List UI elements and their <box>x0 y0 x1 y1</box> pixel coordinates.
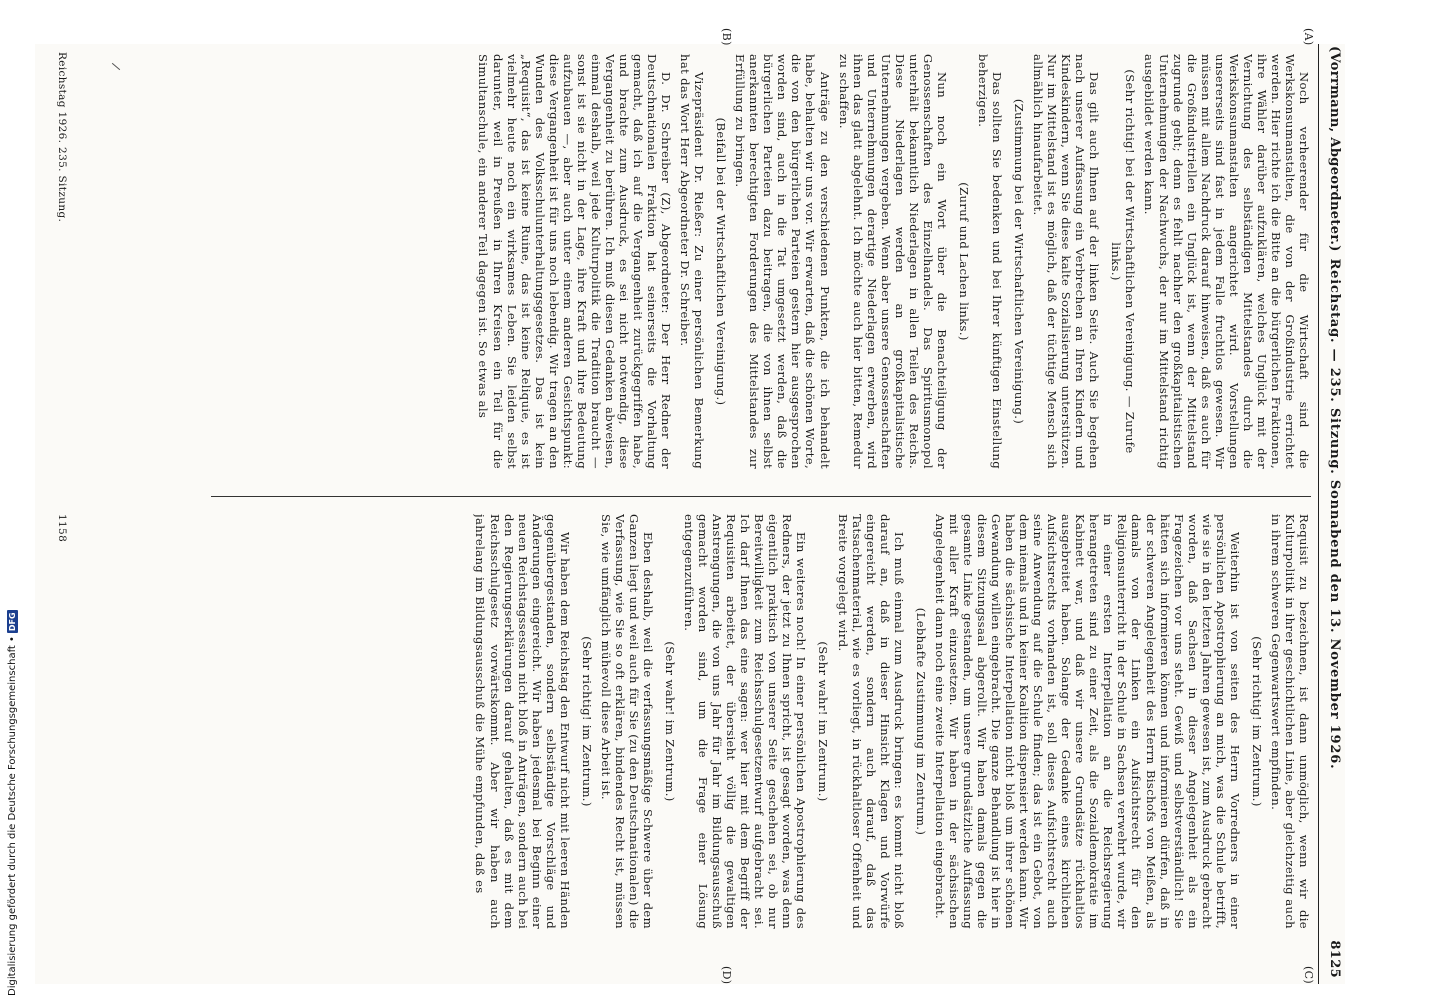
dfg-notice-text: Digitalisierung gefördert durch die Deutsche Forschungsgemeinschaft • <box>6 636 18 996</box>
interjection: (Zuruf und Lachen links.) <box>956 182 971 341</box>
paragraph: Anträge zu den verschiedenen Punkten, die ich behandelt habe, behalten wir uns vor. Wir erwarten, daß die schönen Worte, die von den bürgerlichen Parteien gestern hier ausgesprochen worden sind, auch in die Tat umgesetzt werden, daß die bürgerlichen Parteien dazu beitragen, die von ihnen selbst anerkannten berechtigten Forderungen des Mittelstandes zur Erfüllung zu bringen. <box>733 54 832 469</box>
paragraph: Requisit zu bezeichnen, ist dann unmöglich, wenn wir die Kulturpolitik in ihrer geschichtlichen Linie, aber gleichzeitig auch in ihrem schweren Gegenwartswert empfinden. <box>1268 514 1311 929</box>
left-column <box>81 54 1311 469</box>
dfg-notice <box>5 606 19 996</box>
newspaper-page <box>35 28 1345 985</box>
page-number: 8125 <box>1327 940 1342 978</box>
paragraph: Wir haben dem Reichstag den Entwurf nicht mit leeren Händen gegenübergestanden, sondern selbständige Vorschläge und Änderungen eingereicht. Wir haben jedesmal bei Beginn einer neuen Reichstagssession nicht bloß in Anträgen, sondern auch bei den Regierungserklärungen darauf gehalten, daß es mit dem Reichsschulgesetz vorwärtskommt. Aber wir haben auch jahrelang im Bildungsausschuß die Mühe empfunden, daß es <box>473 514 572 929</box>
paragraph: Noch verheerender für die Wirtschaft sind die Werkskonsumanstalten, die von der Großindustrie errichtet werden. Hier richte ich die Bitte an die bürgerlichen Fraktionen, ihre Wähler darüber aufzuklären, welches Unglück mit der Vernichtung des selbständigen Mittelstandes durch die Werkskonsumanstalten angerichtet wird. Vorstellungen unsererseits sind fast in jedem Falle fruchtlos gewesen. Wir müssen mit allem Nachdruck darauf hinweisen, daß es auch für die Großindustriellen ein Unglück ist, wenn der Mittelstand zugrunde geht; denn es fehlt nachher den großkapitalistischen Unternehmungen der Nachwuchs, der nur im Mittelstand richtig ausgebildet werden kann. <box>1142 54 1311 469</box>
interjection: (Lebhafte Zustimmung im Zentrum.) <box>913 607 928 836</box>
column-divider <box>211 496 1311 497</box>
paragraph: Ein weiteres noch! In einer persönlichen Apostrophierung des Redners, der jetzt zu Ihnen spricht, ist gesagt worden, was denn eigentlich praktisch von unserer Seite geschehen sei, ob nur Bereitwilligkeit zum Reichsschulgesetzentwurf aufgebracht sei. Ich darf Ihnen das eine sagen: wer hier mit dem Begriff der Requisiten arbeitet, der übersieht völlig die gewaltigen Anstrengungen, die von uns Jahr für Jahr im Bildungsausschuß gemacht worden sind, um die Frage einer Lösung entgegenzuführen. <box>682 514 809 929</box>
paragraph: Ich muß einmal zum Ausdruck bringen: es kommt nicht bloß darauf an, daß in dieser Hinsicht Klagen und Vorwürfe eingereicht werden, sondern auch darauf, daß das Tatsachenmaterial, wie es vorliegt, in rückhaltloser Offenheit und Breite vorgelegt wird. <box>835 514 906 929</box>
paragraph: D. Dr. Schreiber (Z), Abgeordneter: Der Herr Redner der Deutschnationalen Fraktion hat seinerseits die Vorhaltung gemacht, daß ich auf die Vergangenheit zurückgegriffen habe, und brachte zum Ausdruck, es sei nicht notwendig, diese Vergangenheit zu berühren. Ich muß diesen Gedanken abweisen, einmal deshalb, weil jede Kulturpolitik die Tradition braucht — sonst ist sie nicht in der Lage, ihre Kraft und ihre Bedeutung aufzubauen —, aber auch unter einem anderen Gesichtspunkt: diese Vergangenheit ist für uns noch lebendig. Wir tragen an den Wunden des Volksschulunterhaltungsgesetzes. Das ist kein „Requisit“, das ist keine Ruine, das ist keine Reliquie, es ist vielmehr heute noch ein wirksames Leben. Sie leiden selbst darunter, weil in Preußen in Ihren Kreisen ein Teil für die Simultanschule, ein anderer Teil dagegen ist. So etwas als <box>476 54 674 469</box>
interjection: (Sehr wahr! im Zentrum.) <box>816 641 831 802</box>
paragraph: Das gilt auch Ihnen auf der linken Seite. Auch Sie begehen nach unserer Auffassung ein Verbrechen an Ihren Kindern und Kindeskindern, wenn Sie diese kalte Sozialisierung unterstützen. Nur im Mittelstand ist es möglich, daß der tüchtige Mensch sich allmählich hinaufarbeitet. <box>1031 54 1102 469</box>
margin-marker-c: (C) <box>1302 966 1315 985</box>
paragraph: Nun noch ein Wort über die Benachteiligung der Genossenschaften des Einzelhandels. Das Spiritusmonopol unterhält bekanntlich Niederlagen in allen Teilen des Reichs. Diese Niederlagen werden an großkapitalistische Unternehmungen vergeben. Wenn aber unsere Genossenschaften und Unternehmungen derartige Niederlagen erwerben, wird ihnen das glatt abgelehnt. Ich möchte auch hier bitten, Remedur zu schaffen. <box>836 54 949 469</box>
header-speaker: (Vorrmann, Abgeordneter.) <box>1327 46 1342 252</box>
interjection: (Sehr richtig! bei der Wirtschaftlichen Vereinigung. — Zurufe links.) <box>1109 69 1138 454</box>
footer-page-id: 1158 <box>56 514 68 543</box>
interjection: (Sehr richtig! im Zentrum.) <box>579 636 594 807</box>
interjection: (Zustimmung bei der Wirtschaftlichen Vereinigung.) <box>1012 98 1027 425</box>
margin-marker-b: (B) <box>720 28 733 46</box>
page-header <box>1318 44 1345 984</box>
paragraph: Vizepräsident Dr. Rießer: Zu einer persönlichen Bemerkung hat das Wort Herr Abgeordneter Dr. Schreiber. <box>678 54 707 469</box>
paragraph: Weiterhin ist von seiten des Herrn Vorredners in einer persönlichen Apostrophierung an mich, was die Schule betrifft, wie sie in den letzten Jahren gewesen ist, zum Ausdruck gebracht worden, daß Sachsen in dieser Angelegenheit als ein Fragezeichen vor uns steht. Gewiß und selbstverständlich! Sie hätten sich informieren können und informieren dürfen, daß in der schweren Angelegenheit des Herrn Bischofs von Meißen, als damals von der Linken ein Aufsichtsrecht für den Religionsunterricht in der Schule in Sachsen verwehrt wurde, wir in einer ersten Interpellation an die Reichsregierung herangetreten sind zu einer Zeit, als die Sozialdemokratie im Kabinett war, und daß wir unsere Grundsätze rückhaltlos ausgebreitet haben. Solange der Gedanke eines kirchlichen Aufsichtsrechts vorhanden ist, soll dieses Aufsichtsrecht auch seine Anwendung auf die Schule finden; das ist ein Gebot, von dem niemals und in keiner Koalition dispensiert werden kann. Wir haben die sächsische Interpellation nicht bloß um ihrer schönen Gewandung willen eingebracht. Die ganze Behandlung ist hier in diesem Sitzungssaal abgerollt. Wir haben damals gegen die gesamte Linke gestanden, um unsere grundsätzliche Auffassung mit aller Kraft einzusetzen. Wir haben in der sächsischen Angelegenheit dann noch eine zweite Interpellation eingebracht. <box>932 514 1242 929</box>
interjection: (Sehr wahr! im Zentrum.) <box>663 641 678 802</box>
right-column <box>81 514 1311 929</box>
header-title: Reichstag. — 235. Sitzung. Sonnabend den 13. November 1926. <box>1327 258 1342 770</box>
footer-session: Reichstag 1926. 235. Sitzung. <box>56 52 68 223</box>
interjection: (Beifall bei der Wirtschaftlichen Vereinigung.) <box>714 117 729 406</box>
paragraph: Das sollten Sie bedenken und bei Ihrer künftigen Einstellung beherzigen. <box>976 54 1005 469</box>
margin-marker-d: (D) <box>720 966 733 985</box>
paragraph: Eben deshalb, weil die verfassungsmäßige Schwere über dem Ganzen liegt und weil auch für Sie (zu den Deutschnationalen) die Verfassung, wie Sie so oft erklären, bindendes Recht ist, müssen Sie, wie umfänglich mühevoll diese Arbeit ist. <box>598 514 655 929</box>
interjection: (Sehr richtig! im Zentrum.) <box>1249 636 1264 807</box>
margin-marker-a: (A) <box>1302 28 1315 46</box>
dfg-logo-icon: DFG <box>7 612 17 632</box>
